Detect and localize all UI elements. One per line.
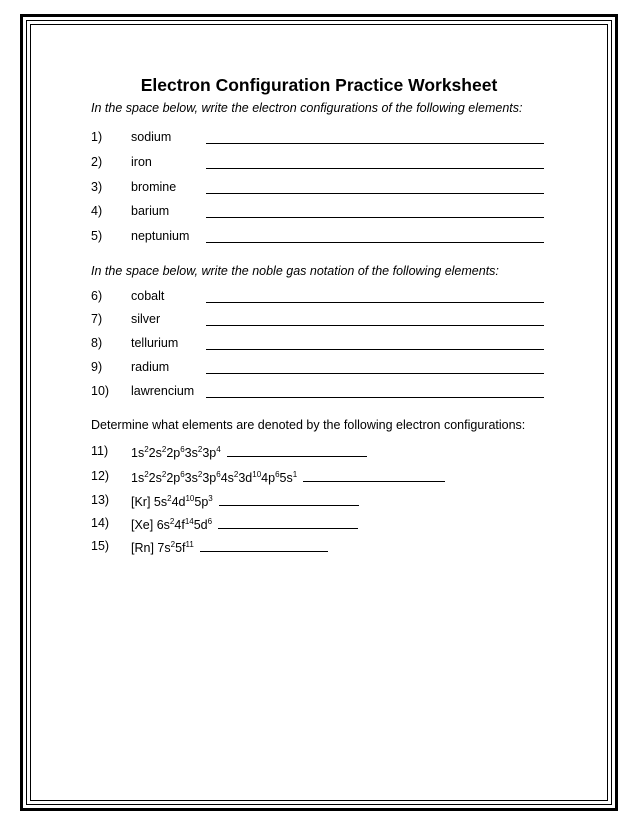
orbital-electron-count: 2 [161, 470, 167, 479]
list-item [91, 312, 561, 330]
answer-line[interactable] [206, 325, 544, 326]
orbital-label: 5p [194, 495, 209, 509]
item-number: 2) [91, 155, 103, 169]
orbital-label: 3p [202, 446, 217, 460]
orbital-electron-count: 2 [167, 494, 172, 503]
orbital-label: 3d [238, 471, 253, 485]
answer-line[interactable] [218, 516, 358, 529]
orbital-label: 3s [184, 446, 198, 460]
element-name: iron [131, 155, 152, 169]
item-number: 8) [91, 336, 103, 350]
list-item [91, 516, 561, 534]
item-number: 14) [91, 516, 110, 530]
orbital-label: [Kr] 5s [131, 495, 168, 509]
item-number: 12) [91, 469, 110, 483]
orbital-electron-count: 11 [185, 540, 194, 549]
orbital-electron-count: 6 [180, 445, 185, 454]
answer-line[interactable] [200, 539, 328, 552]
electron-configuration [131, 469, 445, 485]
orbital-label: 3p [202, 471, 217, 485]
orbital-electron-count: 10 [252, 470, 262, 479]
orbital-electron-count: 3 [208, 494, 213, 503]
element-name: tellurium [131, 336, 179, 350]
orbital-electron-count: 1 [292, 470, 298, 479]
section3-instruction: Determine what elements are denoted by the following electron configurations: [91, 418, 526, 432]
element-name: bromine [131, 180, 177, 194]
answer-line[interactable] [206, 397, 544, 398]
orbital-electron-count: 2 [197, 470, 203, 479]
list-item [91, 204, 561, 222]
list-item [91, 336, 561, 354]
list-item [91, 493, 561, 511]
item-number: 10) [91, 384, 110, 398]
orbital-label: 2s [148, 446, 162, 460]
answer-line[interactable] [206, 242, 544, 243]
answer-line[interactable] [206, 193, 544, 194]
orbital-label: [Xe] 6s [131, 518, 170, 532]
orbital-electron-count: 2 [169, 517, 175, 526]
orbital-electron-count: 2 [197, 445, 203, 454]
item-number: 15) [91, 539, 110, 553]
item-number: 5) [91, 229, 103, 243]
item-number: 1) [91, 130, 103, 144]
electron-configuration [131, 444, 367, 460]
orbital-label: 2p [166, 471, 181, 485]
orbital-electron-count: 2 [161, 445, 167, 454]
list-item [91, 155, 561, 173]
answer-line[interactable] [206, 373, 544, 374]
list-item [91, 539, 561, 557]
item-number: 3) [91, 180, 103, 194]
orbital-label: 1s [131, 471, 145, 485]
orbital-label: 5s [279, 471, 293, 485]
orbital-electron-count: 6 [180, 470, 185, 479]
list-item [91, 130, 561, 148]
orbital-electron-count: 2 [233, 470, 239, 479]
list-item [91, 180, 561, 198]
orbital-label: [Rn] 7s [131, 541, 171, 555]
list-item [91, 444, 561, 462]
list-item [91, 469, 561, 487]
orbital-electron-count: 10 [185, 494, 195, 503]
orbital-electron-count: 14 [184, 517, 194, 526]
element-name: lawrencium [131, 384, 195, 398]
item-number: 7) [91, 312, 103, 326]
item-number: 9) [91, 360, 103, 374]
orbital-electron-count: 6 [207, 517, 213, 526]
orbital-label: 4d [171, 495, 186, 509]
orbital-label: 3s [184, 471, 198, 485]
orbital-electron-count: 6 [216, 470, 221, 479]
orbital-label: 4p [261, 471, 276, 485]
answer-line[interactable] [219, 493, 359, 506]
orbital-label: 1s [131, 446, 145, 460]
list-item [91, 289, 561, 307]
orbital-label: 4f [174, 518, 185, 532]
answer-line[interactable] [303, 469, 445, 482]
electron-configuration [131, 516, 358, 532]
answer-line[interactable] [206, 143, 544, 144]
electron-configuration [131, 539, 328, 555]
element-name: radium [131, 360, 170, 374]
orbital-electron-count: 2 [144, 445, 149, 454]
item-number: 6) [91, 289, 103, 303]
element-name: neptunium [131, 229, 190, 243]
element-name: silver [131, 312, 161, 326]
list-item [91, 384, 561, 402]
answer-line[interactable] [206, 349, 544, 350]
answer-line[interactable] [206, 168, 544, 169]
answer-line[interactable] [206, 302, 544, 303]
list-item [91, 360, 561, 378]
orbital-label: 4s [220, 471, 234, 485]
element-name: cobalt [131, 289, 165, 303]
element-name: barium [131, 204, 170, 218]
orbital-electron-count: 6 [275, 470, 280, 479]
orbital-electron-count: 2 [144, 470, 149, 479]
orbital-electron-count: 4 [216, 445, 221, 454]
section1-instruction: In the space below, write the electron configurations of the following elements: [91, 101, 523, 115]
orbital-electron-count: 2 [170, 540, 176, 549]
electron-configuration [131, 493, 359, 509]
section2-instruction: In the space below, write the noble gas notation of the following elements: [91, 264, 499, 278]
item-number: 13) [91, 493, 110, 507]
orbital-label: 2p [166, 446, 181, 460]
orbital-label: 5f [175, 541, 186, 555]
worksheet-title: Electron Configuration Practice Worksheet [140, 75, 498, 95]
list-item [91, 229, 561, 247]
item-number: 4) [91, 204, 103, 218]
item-number: 11) [91, 444, 109, 458]
orbital-label: 2s [148, 471, 162, 485]
element-name: sodium [131, 130, 172, 144]
orbital-label: 5d [193, 518, 208, 532]
answer-line[interactable] [227, 444, 367, 457]
answer-line[interactable] [206, 217, 544, 218]
